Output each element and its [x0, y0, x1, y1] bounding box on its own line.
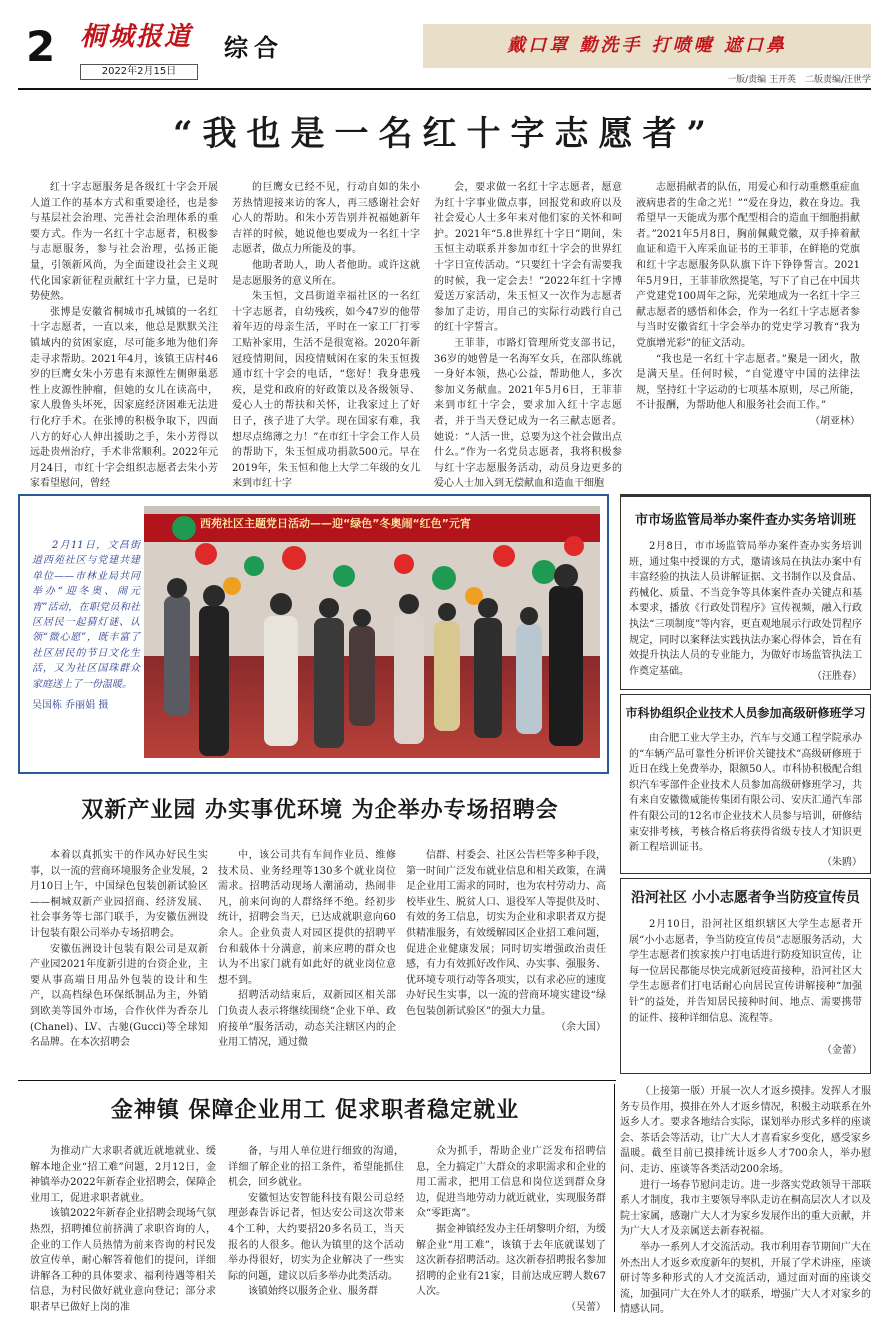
- issue-date: 2022年2月15日: [80, 64, 198, 80]
- continued-rule: [614, 1084, 615, 1312]
- article2-para: 信群、村委会、社区公告栏等多种手段，第一时间广泛发布就业信息和相关政策，在满足企业用工需求的同时，也为农村劳动力、高校毕业生、脱贫人口、退役军人等提供及时、有效的务工信息，切实为企业和求职者双方提供精准服务，有效缓解园区企业招工难问题，促进企业健康发展；同时切实增强政治责任感，有力有效抓好改作风、办实事、强服务、优环境专项行动等各项实，以有求必应的速度办好民生实事，以一流的营商环境实建设“绿色包装创新试验区”的强大力量。: [406, 850, 606, 1017]
- editors-line: 一版/责编 王开英 二版责编/汪世学: [727, 75, 871, 85]
- article1-headline: “我也是一名红十字志愿者”: [172, 114, 717, 154]
- sidebar-item-headline: 沿河社区 小小志愿者争当防疫宣传员: [631, 890, 860, 906]
- sidebar-item-1: [620, 494, 871, 690]
- article1-col4: [636, 180, 860, 480]
- slogan-banner: [423, 24, 871, 68]
- article3-author: （吴蕾）: [566, 1301, 606, 1313]
- continued-lead: （上接第一版）: [640, 1086, 711, 1097]
- sidebar-item-author: （金蕾）: [822, 1045, 862, 1056]
- article1-col3: [434, 180, 622, 490]
- photo-credit: 吴国栋 乔丽娟 摄: [32, 700, 109, 712]
- article2-headline: 双新产业园 办实事优环境 为企举办专场招聘会: [81, 797, 559, 823]
- continued-para: 进行一场春节慰问走访。进一步落实党政领导干部联系人才制度，我市主要领导率队走访在桐高层次人才以及院士家属，感谢广大人才为家乡发展作出的重大贡献，并为广大人才及亲属送去新春祝福。: [620, 1179, 871, 1238]
- continued-para: [620, 1084, 871, 1178]
- section-divider: [18, 1080, 616, 1081]
- article2-para: 本着以真抓实干的作风办好民生实事，以一流的营商环境服务企业发展，2月10日上午，中国绿色包装创新试验区——桐城双新产业园招商、经济发展、社会事务等七部门联手，为安徽伍洲设计包装有限公司举办专场招聘会。: [30, 850, 208, 939]
- article1-para: 会，要求做一名红十字志愿者，愿意为红十字事业做点事，回报党和政府以及社会爱心人士多年来对他们家的关怀和呵护。2021年“5.8世界红十字日”期间，朱玉恒主动联系并参加市红十字会的世界红十字日宣传活动。“只要红十字会有需要我的时候，我一定会去！”2022年红十字博爱送万家活动，朱玉恒又一次作为志愿者参加了走访，用自己的实际行动践行自己的红十字誓言。: [434, 182, 622, 334]
- slogan-text: 戴口罩 勤洗手 打喷嚏 遮口鼻: [507, 35, 787, 56]
- event-photo: [144, 506, 600, 758]
- article1-author: （胡亚林）: [810, 415, 860, 427]
- article1-col2: [232, 180, 420, 490]
- page-number: 2: [26, 22, 56, 71]
- article3-col2: [228, 1144, 404, 1314]
- sidebar-briefs: [620, 494, 871, 1074]
- masthead: [18, 18, 871, 88]
- article1-para: 志愿捐献者的队伍，用爱心和行动重燃重症血液病患者的生命之光！”“爱在身边，救在身边。我希望早一天能成为那个配型相合的造血干细胞捐献者。”2021年5月8日，胸前佩戴党徽，双手捧着献血证和造干入库采血证书的王菲菲，在鲜艳的党旗和红十字志愿服务队队旗下许下铮铮誓言。2021年5月9日，王菲菲欣然提笔，写下了自己在中国共产党建党100周年之际，光荣地成为一名红十字三献志愿者的感悟和体会，作为一名红十字志愿者参与当时安徽省红十字会举办的党史学习教育“我为党旗增光彩”的征文活动。: [636, 182, 860, 349]
- article1-para: 王菲菲，市路灯管理所党支部书记，36岁的她曾是一名海军女兵，在部队练就一身好本领，热心公益，帮助他人，多次参加义务献血。2021年5月6日，王菲菲来到市红十字会，要求加入红十字志愿者，并于当天登记成为一名三献志愿者。她说：“人活一世，总要为这个社会做出点什么。”作为一名党员志愿者，我将积极参与红十字志愿服务活动，动员身边更多的爱心人士加入到无偿献血和造血干细胞: [434, 337, 622, 490]
- sidebar-item-body: 由合肥工业大学主办，汽车与交通工程学院承办的“车辆产品可靠性分析评价关键技术”高级研修班于近日在线上免费举办，限额50人。市科协积极配合组织汽车零部件企业技术人员参加高级研修班学习，共有来自安徽微威能传集团有限公司、安庆汇通汽车部件有限公司的12名市企业技术人员参与培训，研修结束安排考核，考核合格后将获得省级专技人才知识更新工程培训证书。: [629, 733, 862, 854]
- article1-para: 他助者助人，助人者他助。或许这就是志愿服务的意义所在。: [232, 259, 420, 287]
- sidebar-item-body: 2月8日，市市场监管局举办案件查办实务培训班，通过集中授课的方式，邀请该局在执法办案中有丰富经验的执法人员讲解证据、文书制作以及食品、药械化、质量、不当竞争等具体案件查办关键点和基本要求，播放《行政处罚程序》宣传视频，融入行政执法“三项制度”等内容，更直观地展示行政处罚程序规定，同时以案释法实践执法办案心得体会，旨在有效提升执法人员的专业能力，为做好市场监管执法工作奠定基础。: [629, 541, 862, 677]
- photo-caption: [32, 538, 140, 758]
- photo-caption-text: 2月11日，文昌街道西苑社区与党建共建单位——市林业局共同举办“迎冬奥、闹元宵”活动，在职党员和社区居民一起猜灯谜、认领“微心愿”，既丰富了社区居民的节日文化生活，又为社区国珠群众家庭送上了一份温暖。: [32, 540, 140, 690]
- section-name: 综合: [224, 34, 284, 62]
- sidebar-item-headline: 市科协组织企业技术人员参加高级研修班学习: [625, 706, 866, 720]
- article2-col1: [30, 848, 208, 1048]
- article3-col1: [30, 1144, 216, 1314]
- paper-name: 桐城报道: [80, 22, 193, 52]
- article2-col2: [218, 848, 396, 1048]
- article3-col3: [416, 1144, 606, 1314]
- article2-para: 中，该公司共有车间作业员、维修技术员、业务经理等130多个就业岗位需求。招聘活动现场人潮涌动，热闹非凡，前来问询的人群络绎不绝。经初步统计，招聘会当天，已达成就职意向60余人。企业负责人对园区提供的招聘平台和载体十分满意，前来应聘的群众也认为不出家门就有如此好的就业岗位意想不到。: [218, 850, 396, 986]
- photo-banner: 西苑社区主题党日活动——迎“绿色”冬奥闹“红色”元宵: [200, 517, 471, 530]
- article1-para: “我也是一名红十字志愿者。”聚是一团火，散是满天星。任何时候，“自觉遵守中国的法律法规，坚持红十字运动的七项基本原则，尽己所能，不计报酬，为帮助他人和服务社会而工作。”: [636, 353, 860, 412]
- photo-box: [18, 494, 609, 774]
- article1-para: 红十字志愿服务是各级红十字会开展人道工作的基本方式和重要途径，也是参与基层社会治理、完善社会治理体系的重要方式。作为一名红十字志愿者，积极参与志愿服务，参与社会治理，弘扬正能量，引领新风尚，为全面建设社会主义现代化国家新征程贡献红十字力量，已是时势使然。: [30, 182, 218, 303]
- article3-para: 据金神镇经发办主任胡黎明介绍，为缓解企业“用工难”，该镇于去年底就谋划了这次新春招聘活动。这次新春招聘报名参加招聘的企业有21家，目前达成应聘人数67人次。: [416, 1223, 606, 1298]
- sidebar-item-author: （汪胜春）: [812, 671, 862, 682]
- sidebar-item-author: （朱鸥）: [822, 857, 862, 868]
- sidebar-item-2: [620, 694, 871, 874]
- article2-col3: [406, 848, 606, 1048]
- article3-para: 为推动广大求职者就近就地就业、缓解本地企业“招工难”问题，2月12日，金神镇举办2022年新春企业招聘会，保障企业用工，促进求职者就业。: [30, 1146, 216, 1204]
- article1-para: 的巨鹰女已经不见，行动自如的朱小芳热情迎接来访的客人，再三感谢社会好心人的帮助。和朱小芳告别并祝福她新年吉祥的时候，她说他也要成为一名红十字志愿者，做点力所能及的事。: [232, 182, 420, 256]
- sidebar-item-3: [620, 878, 871, 1074]
- article1-para: 张博是安徽省桐城市孔城镇的一名红十字志愿者，一直以来，他总是默默关注镇域内的贫困家庭，尽可能多地为他们奔走寻求帮助。2021年4月，该镇王店村46岁的巨鹰女朱小芳患有来源性左侧卵巢恶性上皮源性肿瘤，但她的女儿在读高中，家人殷鲁头坏死，因家庭经济困难无法进行化疗手术。在张博的积极争取下，四面八方的好心人伸出援助之手，朱小芳得以远赴贵州治疗，手术非常顺利。2022年元月24日，市红十字会组织志愿者去朱小芳家看望慰问，曾经: [30, 306, 218, 490]
- article1-col1: [30, 180, 218, 490]
- continued-article: [620, 1084, 872, 1316]
- continued-body: 开展一次人才返乡摸排。发挥人才服务专员作用，摸排在外人才返乡情况，积极主动联系在外返乡人才。要求各地结合实际，谋划举办形式多样的座谈会、茶话会等活动，让广大人才喜看家乡变化，感受家乡温暖。截至目前已摸排统计返乡人才700余人，举办慰问、走访、座谈等各类活动200余场。: [620, 1086, 872, 1175]
- article3-para: 众为抓手，帮助企业广泛发布招聘信息，全力搞定广大群众的求职需求和企业的用工需求，把用工信息和岗位送到群众身边，促进当地劳动力就近就业，实现服务群众“零距离”。: [416, 1146, 606, 1220]
- article2-para: 安徽伍洲设计包装有限公司是双新产业园2021年度新引进的台资企业，主要从事高端日用品外包装的设计和生产，以高档绿色环保纸制品为主，外销到欧美等国外市场，合作伙伴为香奈儿(Chanel)、LV、古驰(Gucci)等全球知名品牌。在本次招聘会: [30, 943, 208, 1049]
- sidebar-item-headline: 市市场监管局举办案件查办实务培训班: [634, 513, 856, 528]
- article3-para: 备，与用人单位进行细致的沟通，详细了解企业的招工条件，希望能抓住机会，回乡就业。: [228, 1146, 404, 1189]
- masthead-rule: [18, 88, 871, 90]
- article3-para: 安徽恒达安智能科技有限公司总经理彭森告诉记者，恒达安公司这次带来4个工种，大约要招20多名员工，当天报名的人很多。他认为镇里的这个活动举办得很好，切实为企业解决了一些实际的问题，建议以后多举办此类活动。: [228, 1192, 404, 1282]
- sidebar-item-body: 2月10日，沿河社区组织辖区大学生志愿者开展“小小志愿者，争当防疫宣传员”志愿服务活动，大学生志愿者们挨家挨户打电话进行防疫知识宣传，让每一位居民都能尽快完成新冠疫苗接种，沿河社区大学生志愿者们打电话耐心向居民宣传讲解接种“加强针”的益处，并告知居民接种时间、地点、需要携带的证件、接种详细信息、流程等。: [629, 919, 862, 1024]
- article2-para: 招聘活动结束后，双新园区相关部门负责人表示将继续围绕“企业下单、政府接单”服务活动，动态关注辖区内的企业用工情况，通过微: [218, 990, 396, 1049]
- article3-headline: 金神镇 保障企业用工 促求职者稳定就业: [110, 1097, 520, 1123]
- article1-para: 朱玉恒，文昌街道幸福社区的一名红十字志愿者，自幼残疾，如今47岁的他带着年迈的母亲生活，平时在一家工厂打零工贴补家用，生活不是很宽裕。2020年新冠疫情期间，因疫情贼闲在家的朱玉恒拨通市红十字会的电话，“您好！我身患残疾，是党和政府的好政策以及各级领导、爱心人士的帮扶和关怀，让我家过上了好日子，孩子进了大学。现在国家有难，我想尽点绵薄之力！”在市红十字会工作人员的帮助下，朱玉恒成功捐款500元。早在2019年，朱玉恒和他上大学二年级的女儿来到市红十字: [232, 291, 420, 490]
- article3-para: 该镇始终以服务企业、服务群: [248, 1286, 378, 1298]
- article2-author: （余大国）: [556, 1021, 606, 1033]
- article3-para: 该镇2022年新春企业招聘会现场气氛热烈，招聘摊位前挤满了求职咨询的人，企业的工作人员热情为前来咨询的村民发放宣传单，耐心解答着他们的提问，详细讲解各工种的具体要求、福利待遇等相关信息，为村民做好就业意向登记；部分求职者早已做好上岗的准: [30, 1208, 216, 1313]
- continued-para: 举办一系列人才交流活动。我市利用春节期间广大在外杰出人才返乡欢度新年的契机，开展了学术讲座，座谈研讨等多种形式的人才交流活动，通过面对面的座谈交流，加强同广大在外人才的联系，增强广大人才对家乡的情感认同。: [620, 1241, 871, 1316]
